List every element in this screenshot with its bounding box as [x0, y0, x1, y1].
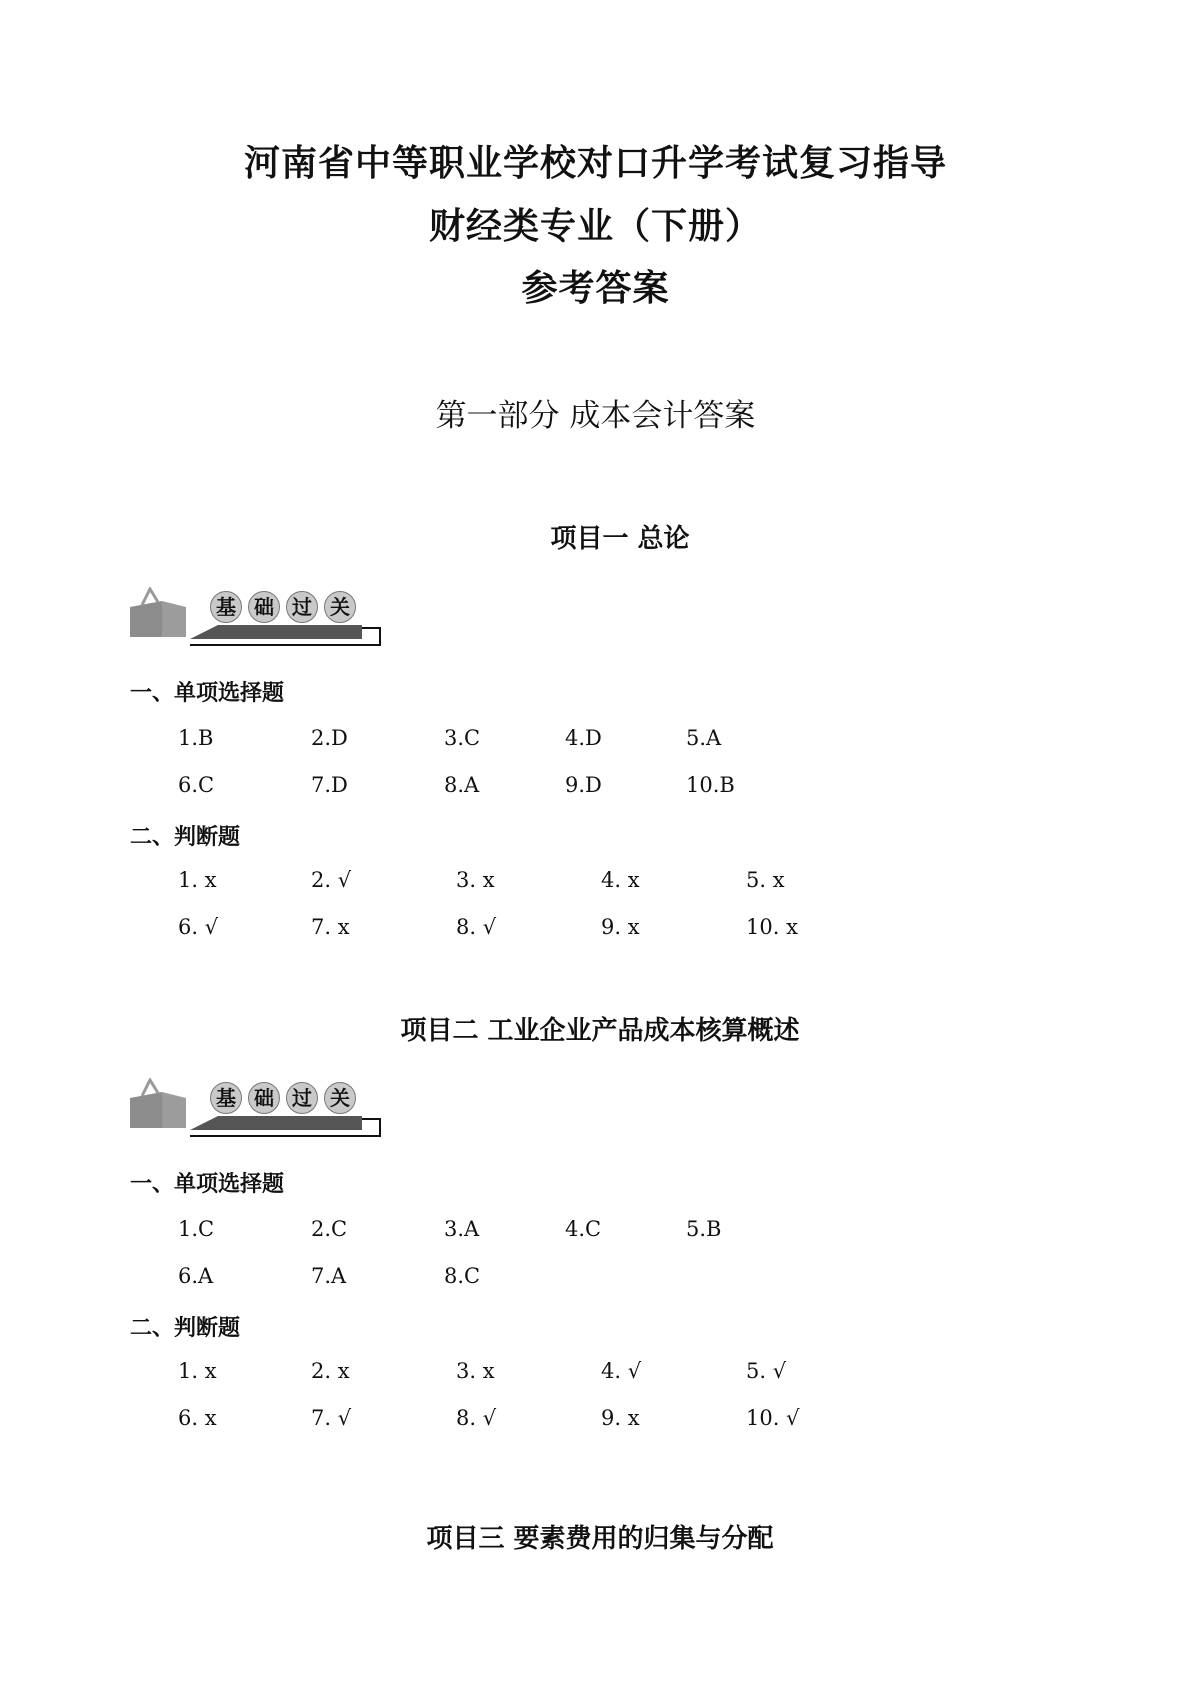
- answer-item: 8. √: [456, 915, 497, 939]
- answer-item: 1. x: [178, 868, 217, 892]
- answer-item: 10. x: [746, 915, 798, 939]
- banner-char-4: 关: [324, 591, 356, 623]
- project-3-title: 项目三 要素费用的归集与分配: [426, 1524, 774, 1554]
- basic-pass-banner: [128, 1078, 390, 1138]
- answer-item: 6. x: [178, 1406, 217, 1430]
- part-title: 第一部分 成本会计答案: [435, 398, 756, 434]
- answer-item: 1.B: [178, 726, 214, 750]
- answer-item: 2. √: [311, 868, 352, 892]
- answer-item: 2.D: [311, 726, 348, 750]
- answer-item: 4. √: [601, 1359, 642, 1383]
- answer-item: 3.C: [444, 726, 481, 750]
- answer-item: 3. x: [456, 1359, 495, 1383]
- answer-item: 7.D: [311, 773, 348, 797]
- answer-item: 10. √: [746, 1406, 800, 1430]
- answer-item: 4.C: [565, 1217, 602, 1241]
- true-false-heading: 二、判断题: [130, 1316, 241, 1341]
- single-choice-heading: 一、单项选择题: [130, 1172, 285, 1197]
- answer-item: 9. x: [601, 915, 640, 939]
- answer-item: 7. x: [311, 915, 350, 939]
- project-1-title: 项目一 总论: [550, 524, 690, 554]
- basic-pass-banner: [128, 587, 390, 647]
- answer-item: 4.D: [565, 726, 602, 750]
- doc-title-line-2: 财经类专业（下册）: [428, 206, 762, 247]
- answer-item: 8.C: [444, 1264, 481, 1288]
- banner-char-3: 过: [286, 591, 318, 623]
- doc-title-line-1: 河南省中等职业学校对口升学考试复习指导: [243, 143, 947, 184]
- project-2-title: 项目二 工业企业产品成本核算概述: [400, 1016, 800, 1046]
- answer-item: 2. x: [311, 1359, 350, 1383]
- banner-char-3: 过: [286, 1082, 318, 1114]
- doc-title-line-3: 参考答案: [521, 268, 670, 309]
- answer-item: 3. x: [456, 868, 495, 892]
- single-choice-heading: 一、单项选择题: [130, 681, 285, 706]
- answer-item: 9. x: [601, 1406, 640, 1430]
- answer-item: 4. x: [601, 868, 640, 892]
- answer-item: 5.B: [686, 1217, 722, 1241]
- true-false-heading: 二、判断题: [130, 825, 241, 850]
- answer-item: 7.A: [311, 1264, 347, 1288]
- answer-item: 8. √: [456, 1406, 497, 1430]
- banner-char-2: 础: [248, 591, 280, 623]
- answer-item: 6.C: [178, 773, 215, 797]
- answer-item: 8.A: [444, 773, 480, 797]
- answer-item: 5.A: [686, 726, 722, 750]
- answer-item: 3.A: [444, 1217, 480, 1241]
- banner-char-2: 础: [248, 1082, 280, 1114]
- answer-item: 1.C: [178, 1217, 215, 1241]
- answer-item: 5. √: [746, 1359, 787, 1383]
- banner-char-4: 关: [324, 1082, 356, 1114]
- answer-item: 2.C: [311, 1217, 348, 1241]
- banner-char-1: 基: [210, 591, 242, 623]
- answer-item: 6. √: [178, 915, 219, 939]
- banner-char-1: 基: [210, 1082, 242, 1114]
- answer-item: 5. x: [746, 868, 785, 892]
- answer-item: 10.B: [686, 773, 735, 797]
- answer-item: 6.A: [178, 1264, 214, 1288]
- answer-item: 9.D: [565, 773, 602, 797]
- answer-item: 1. x: [178, 1359, 217, 1383]
- answer-item: 7. √: [311, 1406, 352, 1430]
